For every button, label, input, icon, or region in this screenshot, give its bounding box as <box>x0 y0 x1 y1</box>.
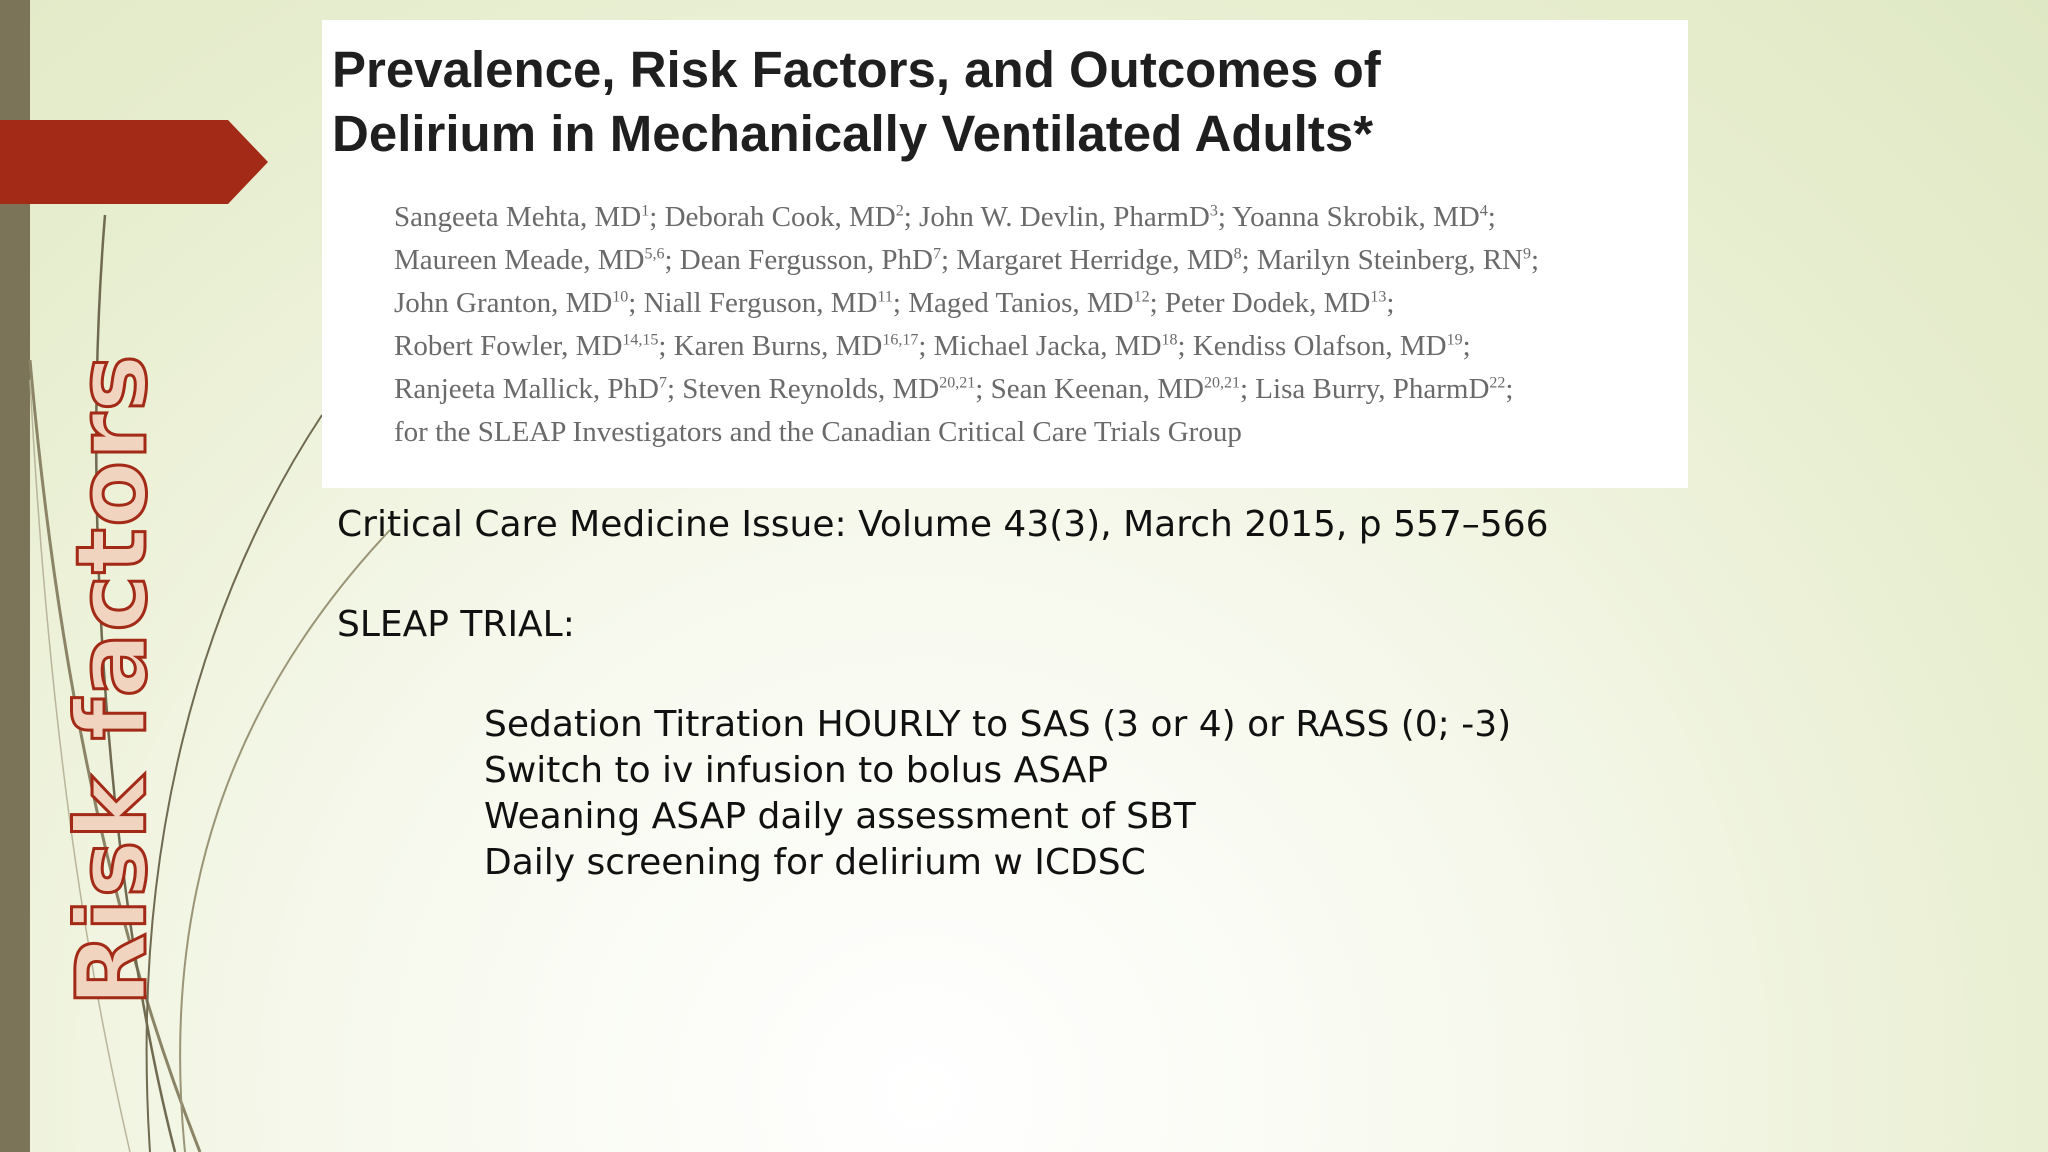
author-line: John Granton, MD$^{10}$; Niall Ferguson, MD$^{11}$; Maged Tanios, MD$^{12}$; Peter Dodek, MD$^{13}$; <box>394 287 1395 319</box>
author-line: Sangeeta Mehta, $MD^1$; Deborah Cook, $MD^2$; John W. Devlin, PharmD$^3$; Yoanna Skrobik, $MD^4$; <box>394 201 1496 233</box>
author-line: Ranjeeta Mallick, PhD$^7$; Steven Reynolds, MD$^{20,21}$; Sean Keenan, MD$^{20,21}$; Lisa Burry, PharmD$^{22}$; <box>394 373 1514 405</box>
author-line: Robert Fowler, MD$^{14,15}$; Karen Burns, MD$^{16,17}$; Michael Jacka, MD$^{18}$; Kendiss Olafson, MD$^{19}$; <box>394 330 1471 362</box>
paper-title-line: Delirium in Mechanically Ventilated Adults* <box>332 105 1374 162</box>
author-line: Maureen Meade, MD$^{5,6}$; Dean Fergusson, PhD$^7$; Margaret Herridge, $MD^8$; Marilyn Steinberg, $RN^9$; <box>394 244 1540 276</box>
trial-heading: SLEAP TRIAL: <box>337 604 575 645</box>
list-item: Weaning ASAP daily assessment of SBT <box>484 796 1196 837</box>
paper-authors <box>394 196 1539 454</box>
trial-list <box>484 702 1511 886</box>
list-item: Sedation Titration HOURLY to SAS (3 or 4) or RASS (0; -3) <box>484 704 1512 745</box>
journal-citation: Critical Care Medicine Issue: Volume 43(3), March 2015, p 557–566 <box>337 504 1549 545</box>
paper-title-line: Prevalence, Risk Factors, and Outcomes of <box>332 41 1381 98</box>
slide-title: Risk factors <box>56 353 168 1007</box>
paper-title <box>332 38 1381 166</box>
paper-header-image <box>322 20 1688 488</box>
list-item: Daily screening for delirium w ICDSC <box>484 842 1146 883</box>
author-group-line: for the SLEAP Investigators and the Canadian Critical Care Trials Group <box>394 416 1242 448</box>
title-arrow-tab <box>0 120 268 204</box>
list-item: Switch to iv infusion to bolus ASAP <box>484 750 1109 791</box>
